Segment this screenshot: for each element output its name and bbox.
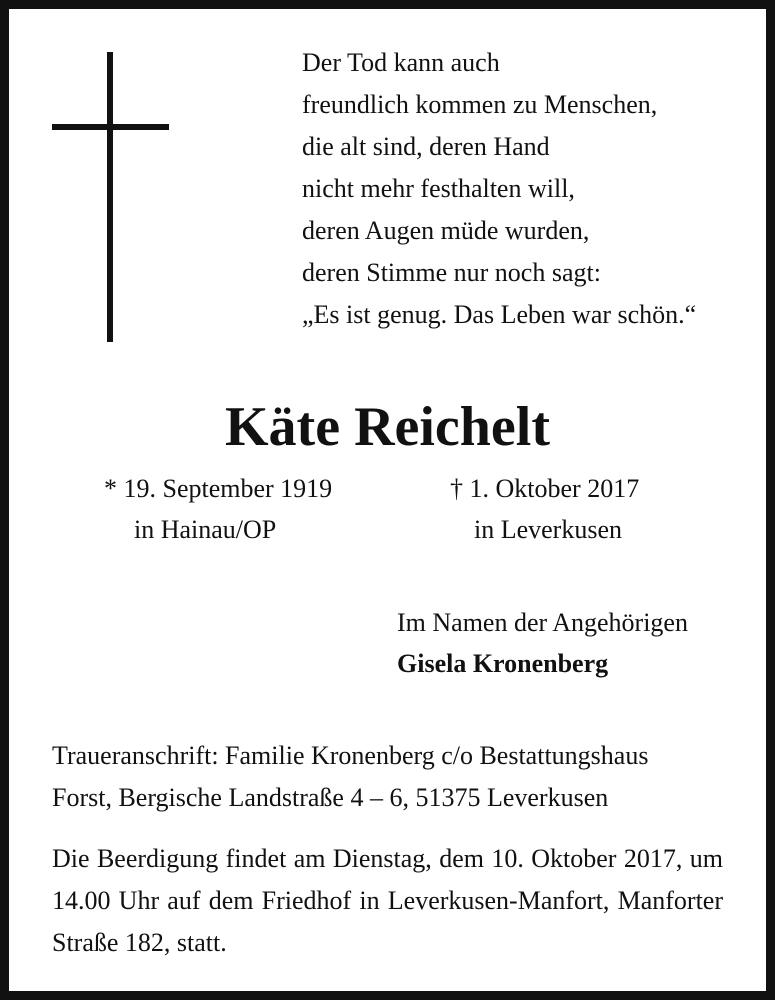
death-info xyxy=(450,468,639,550)
poem-line: deren Augen müde wurden, xyxy=(302,216,590,245)
poem-line: freundlich kommen zu Menschen, xyxy=(302,90,658,119)
deceased-name: Käte Reichelt xyxy=(225,396,550,458)
birth-date: * 19. September 1919 xyxy=(104,474,333,503)
cross-horizontal-bar xyxy=(52,124,169,130)
poem-line: „Es ist genug. Das Leben war schön.“ xyxy=(302,300,697,329)
death-date: † 1. Oktober 2017 xyxy=(450,474,640,503)
poem-line: die alt sind, deren Hand xyxy=(302,132,550,161)
cross-vertical-bar xyxy=(107,52,113,342)
signature-block xyxy=(397,602,688,684)
poem-line: Der Tod kann auch xyxy=(302,48,500,77)
birth-place: in Hainau/OP xyxy=(134,515,277,544)
funeral-notice: Die Beerdigung findet am Dienstag, dem 10. Oktober 2017, um 14.00 Uhr auf dem Friedhof in Leverkusen-Manfort, Manforter Straße 182, statt. xyxy=(52,844,723,957)
signer-name: Gisela Kronenberg xyxy=(397,649,609,678)
poem-line: nicht mehr festhalten will, xyxy=(302,174,575,203)
address-line: Traueranschrift: Familie Kronenberg c/o Bestattungshaus xyxy=(52,741,649,770)
poem xyxy=(302,42,742,336)
mourning-address xyxy=(52,735,723,819)
poem-line: deren Stimme nur noch sagt: xyxy=(302,258,601,287)
address-line: Forst, Bergische Landstraße 4 – 6, 51375 Leverkusen xyxy=(52,783,609,812)
death-place: in Leverkusen xyxy=(474,515,623,544)
birth-info xyxy=(104,468,332,550)
signature-intro: Im Namen der Angehörigen xyxy=(397,608,688,637)
